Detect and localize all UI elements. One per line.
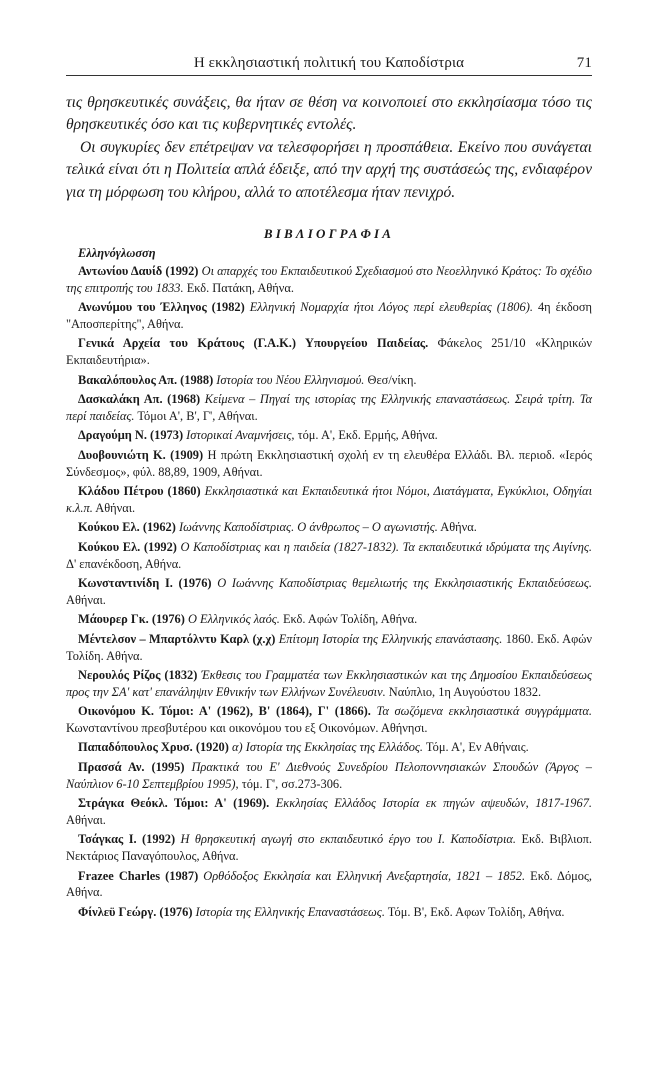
entry-title: Η θρησκευτική αγωγή στο εκπαιδευτικό έργο του Ι. Καποδίστρια. <box>175 832 516 847</box>
entry-author: Δραγούμη Ν. (1973) <box>78 428 184 443</box>
entry-details: Η πρώτη Εκκλησιαστική σχολή εν τη ελευθέρα Ελλάδι. Βλ. περιοδ. «Ιερός Σύνδεσμος», φύλ. 88,89, 1909, Αθήναι. <box>66 447 592 479</box>
entry-author: Κλάδου Πέτρου (1860) <box>78 484 201 499</box>
entry-title: Ορθόδοξος Εκκλησία και Ελληνική Ανεξαρτησία, 1821 – 1852. <box>198 868 526 883</box>
entry-details: Φάκελος 251/10 «Κληρικών Εκπαιδευτήρια». <box>66 336 592 367</box>
entry-title: Ιστορία της Ελληνικής Επαναστάσεως. <box>192 904 385 919</box>
bibliography-entry <box>66 447 592 480</box>
bibliography-entry <box>66 335 592 368</box>
bibliography-entry <box>66 703 592 736</box>
bibliography-entry <box>66 539 592 572</box>
paragraph: Οι συγκυρίες δεν επέτρεψαν να τελεσφορήσει η προσπάθεια. Εκείνο που συνάγεται τελικά είναι ότι η Πολιτεία απλά έδειξε, από την αρχή της συστάσεώς της, ενδιαφέρον για τη μόρφωση του κλήρου, αλλά το αποτέλεσμα ήταν πενιχρό. <box>66 138 592 201</box>
entry-author: Frazee Charles (1987) <box>78 868 199 883</box>
entry-title: Ελληνική Νομαρχία ήτοι Λόγος περί ελευθερίας (1806). <box>244 300 533 315</box>
entry-details: Εκδ. Πατάκη, Αθήνα. <box>183 280 294 295</box>
entry-title: α) Ιστορία της Εκκλησίας της Ελλάδος. <box>228 740 424 755</box>
entry-details: Αθήναι. <box>66 592 106 607</box>
entry-author: Δυοβουνιώτη Κ. (1909) <box>78 447 204 462</box>
entry-details: Εκδ. Αφών Τολίδη, Αθήνα. <box>279 612 418 627</box>
bibliography-entry <box>66 391 592 424</box>
entry-title: Επίτομη Ιστορία της Ελληνικής επανάστασης. <box>275 631 503 646</box>
bibliography-entry <box>66 299 592 332</box>
entry-details: 1860. Εκδ. Αφών Τολίδη. Αθήνα. <box>66 631 592 663</box>
entry-title: Ιωάννης Καποδίστριας. Ο άνθρωπος – Ο αγωνιστής. <box>175 520 438 535</box>
bibliography-entry <box>66 904 592 921</box>
paragraph: τις θρησκευτικές συνάξεις, θα ήταν σε θέση να κοινοποιεί στο εκκλησίασμα τόσο τις θρησκευτικές όσο και τις κυβερνητικές εντολές. <box>66 94 592 134</box>
entry-title: Οι απαρχές του Εκπαιδευτικού Σχεδιασμού στο Νεοελληνικό Κράτος: Το σχέδιο της επιτροπής του 1833. <box>66 264 592 295</box>
bibliography-entry <box>66 739 592 756</box>
entry-author: Στράγκα Θεόκλ. Τόμοι: Α' (1969). <box>78 796 270 811</box>
entry-title: Πρακτικά του Ε' Διεθνούς Συνεδρίου Πελοποννησιακών Σπουδών (Άργος – Ναύπλιον 6-10 Σεπτεμβρίου 1995), <box>66 760 592 791</box>
bibliography-entry <box>66 263 592 296</box>
bibliography-entry <box>66 483 592 516</box>
entry-title: Ιστορικαί Αναμνήσεις, <box>183 428 295 443</box>
book-page <box>0 55 658 1079</box>
entry-author: Ανωνύμου του Έλληνος (1982) <box>78 300 245 315</box>
entry-details: Ναύπλιο, 1η Αυγούστου 1832. <box>385 684 542 699</box>
entry-details: Θεσ/νίκη. <box>364 372 417 387</box>
entry-details: Τόμοι Α', Β', Γ', Αθήναι. <box>134 408 258 423</box>
entry-details: Εκδ. Βιβλιοπ. Νεκτάριος Παναγόπουλος, Αθήνα. <box>66 832 592 864</box>
page-number: 71 <box>576 55 592 71</box>
entry-details: Τόμ. Β', Εκδ. Αφων Τολίδη, Αθήνα. <box>384 904 565 919</box>
entry-author: Νερουλός Ρίζος (1832) <box>78 668 198 683</box>
entry-details: Δ' επανέκδοση, Αθήνα. <box>66 556 182 571</box>
entry-title: Εκκλησίας Ελλάδος Ιστορία εκ πηγών αψευδών, 1817-1967. <box>269 796 592 811</box>
entry-author: Κούκου Ελ. (1992) <box>78 539 177 554</box>
entry-title: Ιστορία του Νέου Ελληνισμού. <box>213 372 365 387</box>
bibliography-entry <box>66 372 592 389</box>
entry-details: Αθήνα. <box>437 520 477 535</box>
entry-title: Ο Ιωάννης Καποδίστριας θεμελιωτής της Εκκλησιαστικής Εκπαιδεύσεως. <box>211 576 592 591</box>
entry-title: Εκκλησιαστικά και Εκπαιδευτικά ήτοι Νόμοι, Διατάγματα, Εγκύκλιοι, Οδηγίαι κ.λ.π. <box>66 484 593 515</box>
bibliography-entry <box>66 575 592 608</box>
entry-author: Κωνσταντινίδη Ι. (1976) <box>78 576 212 591</box>
bibliography-entry <box>66 868 592 901</box>
entry-details: Αθήναι. <box>92 500 136 515</box>
bibliography-entry <box>66 519 592 536</box>
bibliography-entry <box>66 759 592 792</box>
entry-title: Ο Ελληνικός λαός. <box>184 612 280 627</box>
entry-author: Κούκου Ελ. (1962) <box>78 520 176 535</box>
entry-details: Εκδ. Δόμος, Αθήνα. <box>66 868 593 900</box>
bibliography-heading: ΒΙΒΛΙΟΓΡΑΦΙΑ <box>263 226 395 242</box>
bibliography-entry <box>66 831 592 864</box>
bibliography-list <box>66 263 592 920</box>
bibliography-entry <box>66 795 592 828</box>
entry-details: τόμ. Α', Εκδ. Ερμής, Αθήνα. <box>294 428 438 443</box>
entry-author: Πρασσά Αν. (1995) <box>78 760 185 775</box>
entry-title: Κείμενα – Πηγαί της ιστορίας της Ελληνικής επαναστάσεως. Σειρά τρίτη. Τα περί παιδείας. <box>66 392 592 423</box>
entry-author: Οικονόμου Κ. Τόμοι: Α' (1962), Β' (1864), Γ' (1866). <box>78 704 371 719</box>
bibliography-section-heading: Ελληνόγλωσση <box>78 246 156 261</box>
entry-details: Τόμ. Α', Εν Αθήναις. <box>423 740 529 755</box>
entry-title: Τα σωζόμενα εκκλησιαστικά συγγράμματα. <box>370 704 592 719</box>
entry-author: Μέντελσον – Μπαρτόλντυ Καρλ (χ.χ) <box>78 631 276 646</box>
entry-details: τόμ. Γ', σσ.273-306. <box>238 776 343 791</box>
running-header <box>66 55 592 76</box>
bibliography-entry <box>66 631 592 664</box>
entry-title: Έκθεσις του Γραμματέα των Εκκλησιαστικών και της Δημοσίου Εκπαιδεύσεως προς την ΣΑ' κατ' επανάληψιν Εθνικήν των Ελλήνων Συνέλευσιν. <box>66 668 592 699</box>
body-text <box>66 92 592 204</box>
entry-author: Αντωνίου Δαυίδ (1992) <box>78 264 199 279</box>
entry-author: Γενικά Αρχεία του Κράτους (Γ.Α.Κ.) Υπουργείου Παιδείας. <box>78 336 429 351</box>
bibliography-entry <box>66 427 592 444</box>
entry-details: Αθήναι. <box>66 812 106 827</box>
running-title: Η εκκλησιαστική πολιτική του Καποδίστρια <box>193 55 465 71</box>
entry-author: Βακαλόπουλος Απ. (1988) <box>78 372 214 387</box>
bibliography-entry <box>66 611 592 628</box>
bibliography-entry <box>66 667 592 700</box>
entry-author: Τσάγκας Ι. (1992) <box>78 832 176 847</box>
entry-author: Δασκαλάκη Απ. (1968) <box>78 392 201 407</box>
entry-title: Ο Καποδίστριας και η παιδεία (1827-1832). Τα εκπαιδευτικά ιδρύματα της Αιγίνης. <box>176 539 592 554</box>
entry-author: Φίνλεϋ Γεώργ. (1976) <box>78 904 193 919</box>
entry-details: 4η έκδοση "Αποσπερίτης", Αθήνα. <box>66 300 593 331</box>
entry-author: Παπαδόπουλος Χρυσ. (1920) <box>78 740 229 755</box>
entry-author: Μάουρερ Γκ. (1976) <box>78 612 185 627</box>
entry-details: Κωνσταντίνου πρεσβυτέρου και οικονόμου του εξ Οικονόμων. Αθήνησι. <box>66 720 428 735</box>
